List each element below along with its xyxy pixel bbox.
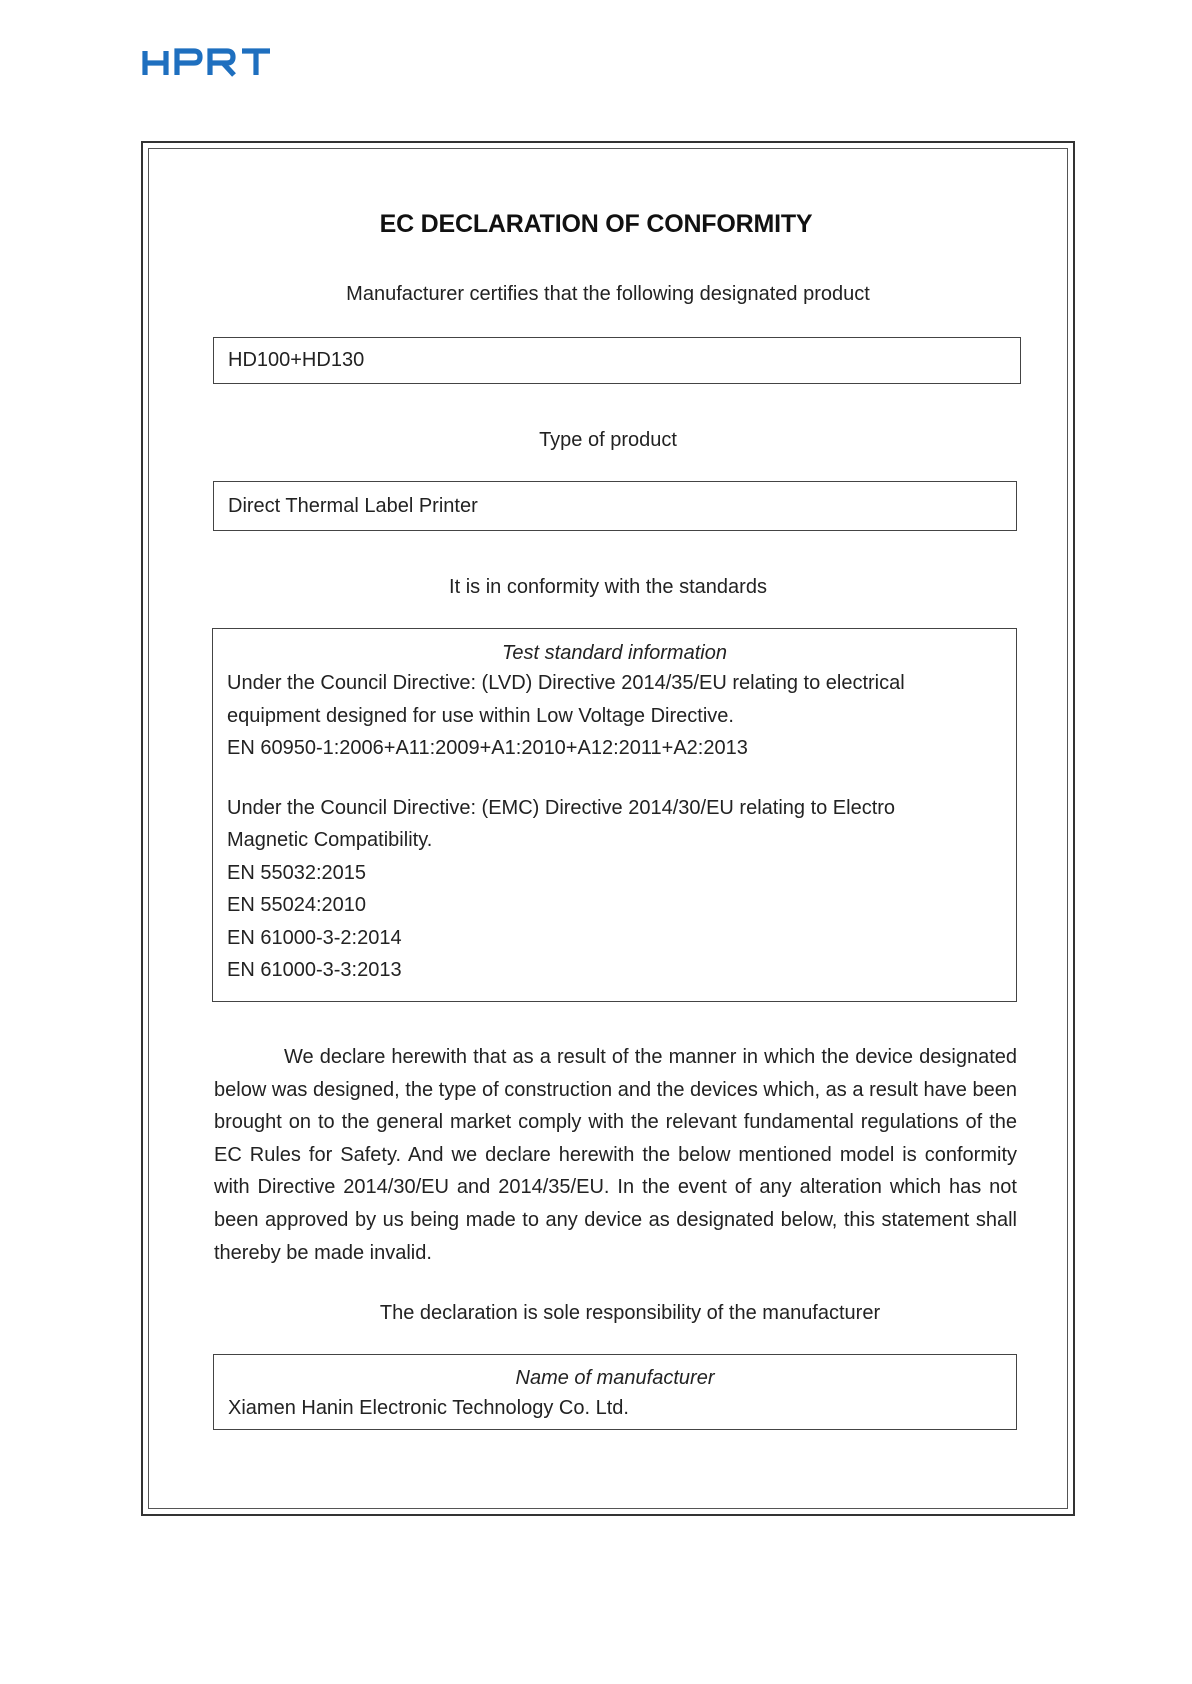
emc-standard: EN 55032:2015 [227, 861, 367, 884]
product-type-field [213, 481, 1017, 531]
emc-standard: EN 61000-3-3:2013 [227, 959, 402, 981]
lvd-directive-line-2: equipment designed for use within Low Voltage Directive. [227, 704, 734, 727]
lvd-standard: EN 60950-1:2006+A11:2009+A1:2010+A12:2011+A2:2013 [227, 737, 748, 759]
product-name-field [213, 337, 1021, 384]
document-title: EC DECLARATION OF CONFORMITY [379, 210, 813, 238]
hprt-logo [140, 46, 272, 80]
responsibility-line: The declaration is sole responsibility of the manufacturer [379, 1302, 881, 1324]
hprt-logo-mark [140, 46, 272, 80]
declaration-paragraph: We declare herewith that as a result of the manner in which the device designated below was designed, the type of construction and the devices which, as a result have been brought on to the general market comply with the relevant fundamental regulations of the EC Rules for Safety. And we declare herewith the below mentioned model is conformity with Directive 2014/30/EU and 2014/35/EU. In the event of any alteration which has not been approved by us being made to any device as designated below, this statement shall thereby be made invalid. [214, 1046, 1017, 1264]
type-of-product-label: Type of product [539, 429, 677, 451]
conformity-line: It is in conformity with the standards [449, 576, 767, 598]
certify-line: Manufacturer certifies that the following designated product [346, 283, 870, 305]
emc-directive-line-1: Under the Council Directive: (EMC) Directive 2014/30/EU relating to Electro [227, 796, 896, 819]
lvd-directive-line-1: Under the Council Directive: (LVD) Directive 2014/35/EU relating to electrical [227, 672, 905, 694]
manufacturer-heading: Name of manufacturer [515, 1367, 715, 1389]
product-name-value: HD100+HD130 [228, 349, 365, 371]
manufacturer-box [213, 1354, 1017, 1430]
manufacturer-name: Xiamen Hanin Electronic Technology Co. Ltd. [228, 1397, 629, 1419]
test-standard-heading: Test standard information [502, 642, 727, 664]
emc-standard: EN 55024:2010 [227, 894, 367, 916]
emc-standard: EN 61000-3-2:2014 [227, 926, 402, 949]
product-type-value: Direct Thermal Label Printer [228, 494, 478, 517]
emc-directive-line-2: Magnetic Compatibility. [227, 829, 433, 851]
test-standard-box [212, 628, 1017, 1002]
